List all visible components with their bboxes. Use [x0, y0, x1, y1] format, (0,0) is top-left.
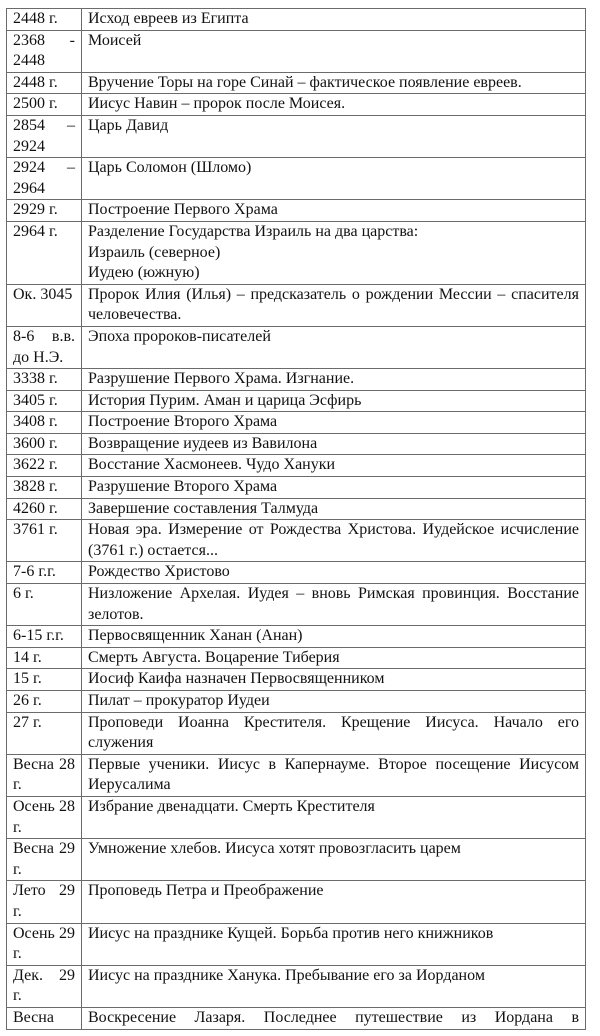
date-cell: 6-15 г.г.	[7, 626, 82, 648]
table-row	[7, 669, 586, 691]
event-cell: Разрушение Первого Храма. Изгнание.	[82, 369, 586, 391]
date-cell: 27 г.	[7, 712, 82, 754]
table-row	[7, 965, 586, 1007]
document-page	[6, 8, 586, 1030]
table-row	[7, 433, 586, 455]
table-row	[7, 221, 586, 284]
event-cell: Смерть Августа. Воцарение Тиберия	[82, 647, 586, 669]
date-cell: Осень 29 г.	[7, 923, 82, 965]
date-cell: 3761 г.	[7, 520, 82, 562]
date-cell: 2854 – 2924	[7, 115, 82, 157]
date-cell: 2924 – 2964	[7, 158, 82, 200]
event-cell: Исход евреев из Египта	[82, 9, 586, 31]
date-cell: 14 г.	[7, 647, 82, 669]
date-cell: 8-6 в.в. до Н.Э.	[7, 326, 82, 368]
table-row	[7, 1007, 586, 1029]
event-cell: Моисей	[82, 30, 586, 72]
event-cell: Иисус на празднике Ханука. Пребывание его за Иорданом	[82, 965, 586, 1007]
event-cell: Завершение составления Талмуда	[82, 498, 586, 520]
table-row	[7, 158, 586, 200]
table-row	[7, 923, 586, 965]
table-row	[7, 839, 586, 881]
event-cell: История Пурим. Аман и царица Эсфирь	[82, 390, 586, 412]
table-row	[7, 881, 586, 923]
date-cell: 4260 г.	[7, 498, 82, 520]
date-cell: 3828 г.	[7, 477, 82, 499]
table-row	[7, 647, 586, 669]
date-cell: 3408 г.	[7, 412, 82, 434]
date-cell: 3405 г.	[7, 390, 82, 412]
table-row	[7, 115, 586, 157]
table-row	[7, 284, 586, 326]
table-row	[7, 712, 586, 754]
event-cell: Умножение хлебов. Иисуса хотят провозгласить царем	[82, 839, 586, 881]
date-cell: 2500 г.	[7, 94, 82, 116]
event-cell: Царь Соломон (Шломо)	[82, 158, 586, 200]
event-cell: Разрушение Второго Храма	[82, 477, 586, 499]
table-row	[7, 584, 586, 626]
event-line: Разделение Государства Израиль на два царства:	[88, 222, 419, 240]
date-cell: Ок. 3045	[7, 284, 82, 326]
table-row	[7, 72, 586, 94]
event-cell: Вручение Торы на горе Синай – фактическое появление евреев.	[82, 72, 586, 94]
event-cell: Царь Давид	[82, 115, 586, 157]
table-row	[7, 520, 586, 562]
event-cell: Новая эра. Измерение от Рождества Христова. Иудейское исчисление (3761 г.) остается...	[82, 520, 586, 562]
event-cell: Проповеди Иоанна Крестителя. Крещение Иисуса. Начало его служения	[82, 712, 586, 754]
event-cell: Восстание Хасмонеев. Чудо Хануки	[82, 455, 586, 477]
date-cell: Весна 29 г.	[7, 839, 82, 881]
table-row	[7, 455, 586, 477]
table-row	[7, 9, 586, 31]
event-cell: Избрание двенадцати. Смерть Крестителя	[82, 796, 586, 838]
event-cell: Рождество Христово	[82, 562, 586, 584]
event-cell: Возвращение иудеев из Вавилона	[82, 433, 586, 455]
event-cell: Первые ученики. Иисус в Капернауме. Второе посещение Иисусом Иерусалима	[82, 754, 586, 796]
event-cell: Первосвященник Ханан (Анан)	[82, 626, 586, 648]
table-row	[7, 626, 586, 648]
date-cell: 3600 г.	[7, 433, 82, 455]
date-cell: 2368 - 2448	[7, 30, 82, 72]
event-line: Израиль (северное)	[88, 243, 221, 261]
table-row	[7, 691, 586, 713]
date-cell: Осень 28 г.	[7, 796, 82, 838]
event-cell: Эпоха пророков-писателей	[82, 326, 586, 368]
date-cell: 3622 г.	[7, 455, 82, 477]
event-cell: Построение Второго Храма	[82, 412, 586, 434]
table-row	[7, 326, 586, 368]
date-cell: Дек. 29 г.	[7, 965, 82, 1007]
event-line: Иудею (южную)	[88, 264, 200, 282]
event-cell: Проповедь Петра и Преображение	[82, 881, 586, 923]
table-row	[7, 796, 586, 838]
event-cell: Иисус Навин – пророк после Моисея.	[82, 94, 586, 116]
date-cell: 15 г.	[7, 669, 82, 691]
date-cell: 7-6 г.г.	[7, 562, 82, 584]
table-row	[7, 498, 586, 520]
date-cell: 26 г.	[7, 691, 82, 713]
date-cell: 2964 г.	[7, 221, 82, 284]
table-row	[7, 30, 586, 72]
event-cell: Пилат – прокуратор Иудеи	[82, 691, 586, 713]
table-row	[7, 200, 586, 222]
event-cell: Иисус на празднике Кущей. Борьба против него книжников	[82, 923, 586, 965]
date-cell: 2448 г.	[7, 72, 82, 94]
table-row	[7, 562, 586, 584]
date-cell: Весна 28 г.	[7, 754, 82, 796]
table-row	[7, 477, 586, 499]
table-row	[7, 754, 586, 796]
date-cell: 2929 г.	[7, 200, 82, 222]
date-cell: 3338 г.	[7, 369, 82, 391]
event-cell: Построение Первого Храма	[82, 200, 586, 222]
date-cell: Лето 29 г.	[7, 881, 82, 923]
event-cell: Воскресение Лазаря. Последнее путешествие из Иордана в	[82, 1007, 586, 1029]
event-cell: Пророк Илия (Илья) – предсказатель о рождении Мессии – спасителя человечества.	[82, 284, 586, 326]
table-row	[7, 94, 586, 116]
event-cell: Низложение Архелая. Иудея – вновь Римская провинция. Восстание зелотов.	[82, 584, 586, 626]
date-cell: 6 г.	[7, 584, 82, 626]
event-cell: Иосиф Каифа назначен Первосвященником	[82, 669, 586, 691]
table-row	[7, 369, 586, 391]
table-row	[7, 390, 586, 412]
chronology-table	[6, 8, 586, 1030]
date-cell: 2448 г.	[7, 9, 82, 31]
table-row	[7, 412, 586, 434]
date-cell: Весна	[7, 1007, 82, 1029]
event-cell	[82, 221, 586, 284]
